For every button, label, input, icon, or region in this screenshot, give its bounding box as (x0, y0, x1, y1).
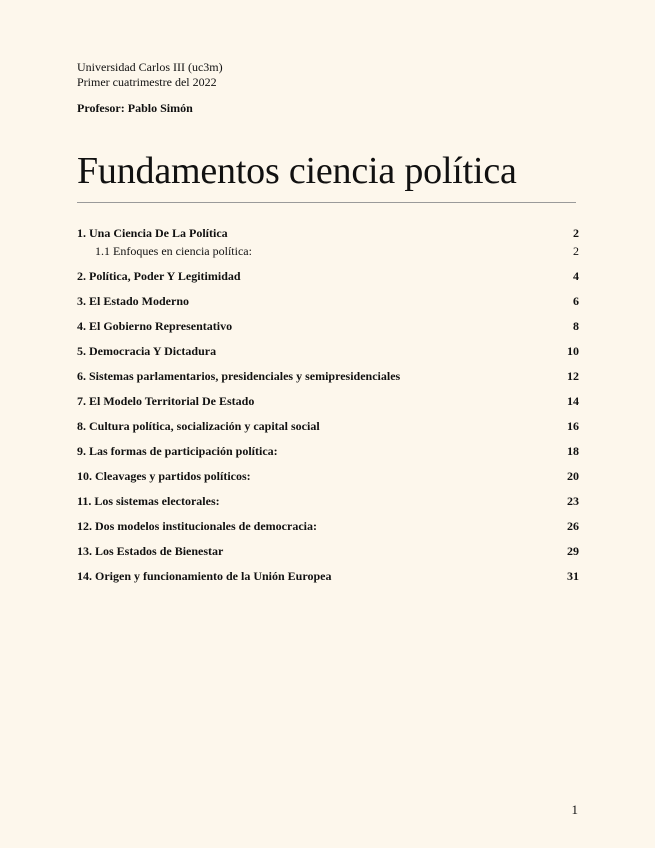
toc-entry[interactable] (77, 293, 579, 309)
toc-entry-page: 2 (573, 226, 579, 240)
toc-entry-label: 2. Política, Poder Y Legitimidad (77, 269, 241, 283)
toc-entry-page: 10 (567, 344, 579, 358)
toc-entry[interactable] (77, 568, 579, 584)
document-header (77, 60, 223, 90)
toc-entry[interactable] (77, 318, 579, 334)
toc-entry-label: 1. Una Ciencia De La Política (77, 226, 228, 240)
toc-entry-page: 18 (567, 444, 579, 458)
toc-entry-page: 14 (567, 394, 579, 408)
toc-subentry[interactable] (77, 243, 579, 259)
toc-entry-label: 9. Las formas de participación política: (77, 444, 278, 458)
toc-entry-label: 6. Sistemas parlamentarios, presidenciales y semipresidenciales (77, 369, 401, 383)
toc-entry-label: 10. Cleavages y partidos políticos: (77, 469, 251, 483)
professor-name: Profesor: Pablo Simón (77, 101, 193, 115)
title-divider (77, 202, 576, 203)
toc-entry[interactable] (77, 368, 579, 384)
toc-entry-label: 3. El Estado Moderno (77, 294, 190, 308)
toc-entry-page: 31 (567, 569, 579, 583)
toc-entry-label: 11. Los sistemas electorales: (77, 494, 220, 508)
toc-entry-label: 5. Democracia Y Dictadura (77, 344, 217, 358)
toc-entry-page: 16 (567, 419, 579, 433)
toc-entry-label: 12. Dos modelos institucionales de democracia: (77, 519, 317, 533)
toc-entry-label: 8. Cultura política, socialización y capital social (77, 419, 320, 433)
toc-entry-label: 4. El Gobierno Representativo (77, 319, 233, 333)
toc-entry[interactable] (77, 418, 579, 434)
toc-entry[interactable] (77, 225, 579, 241)
toc-entry-page: 2 (573, 244, 579, 258)
toc-entry-label: 13. Los Estados de Bienestar (77, 544, 224, 558)
toc-entry[interactable] (77, 518, 579, 534)
toc-entry[interactable] (77, 443, 579, 459)
page-number: 1 (571, 802, 578, 817)
toc-entry-label: 14. Origen y funcionamiento de la Unión Europea (77, 569, 332, 583)
toc-entry-page: 6 (573, 294, 579, 308)
toc-entry[interactable] (77, 343, 579, 359)
toc-entry-page: 20 (567, 469, 579, 483)
toc-entry-page: 29 (567, 544, 579, 558)
toc-entry[interactable] (77, 468, 579, 484)
toc-entry[interactable] (77, 543, 579, 559)
toc-entry[interactable] (77, 268, 579, 284)
toc-entry-page: 8 (573, 319, 579, 333)
toc-entry[interactable] (77, 493, 579, 509)
toc-entry-page: 12 (567, 369, 579, 383)
toc-entry-page: 23 (567, 494, 579, 508)
toc-entry-page: 4 (573, 269, 579, 283)
toc-entry-page: 26 (567, 519, 579, 533)
toc-entry[interactable] (77, 393, 579, 409)
toc-entry-label: 7. El Modelo Territorial De Estado (77, 394, 255, 408)
document-title: Fundamentos ciencia política (77, 150, 517, 192)
toc-entry-label: 1.1 Enfoques en ciencia política: (95, 244, 252, 258)
term-label: Primer cuatrimestre del 2022 (77, 75, 217, 89)
university-name: Universidad Carlos III (uc3m) (77, 60, 223, 74)
